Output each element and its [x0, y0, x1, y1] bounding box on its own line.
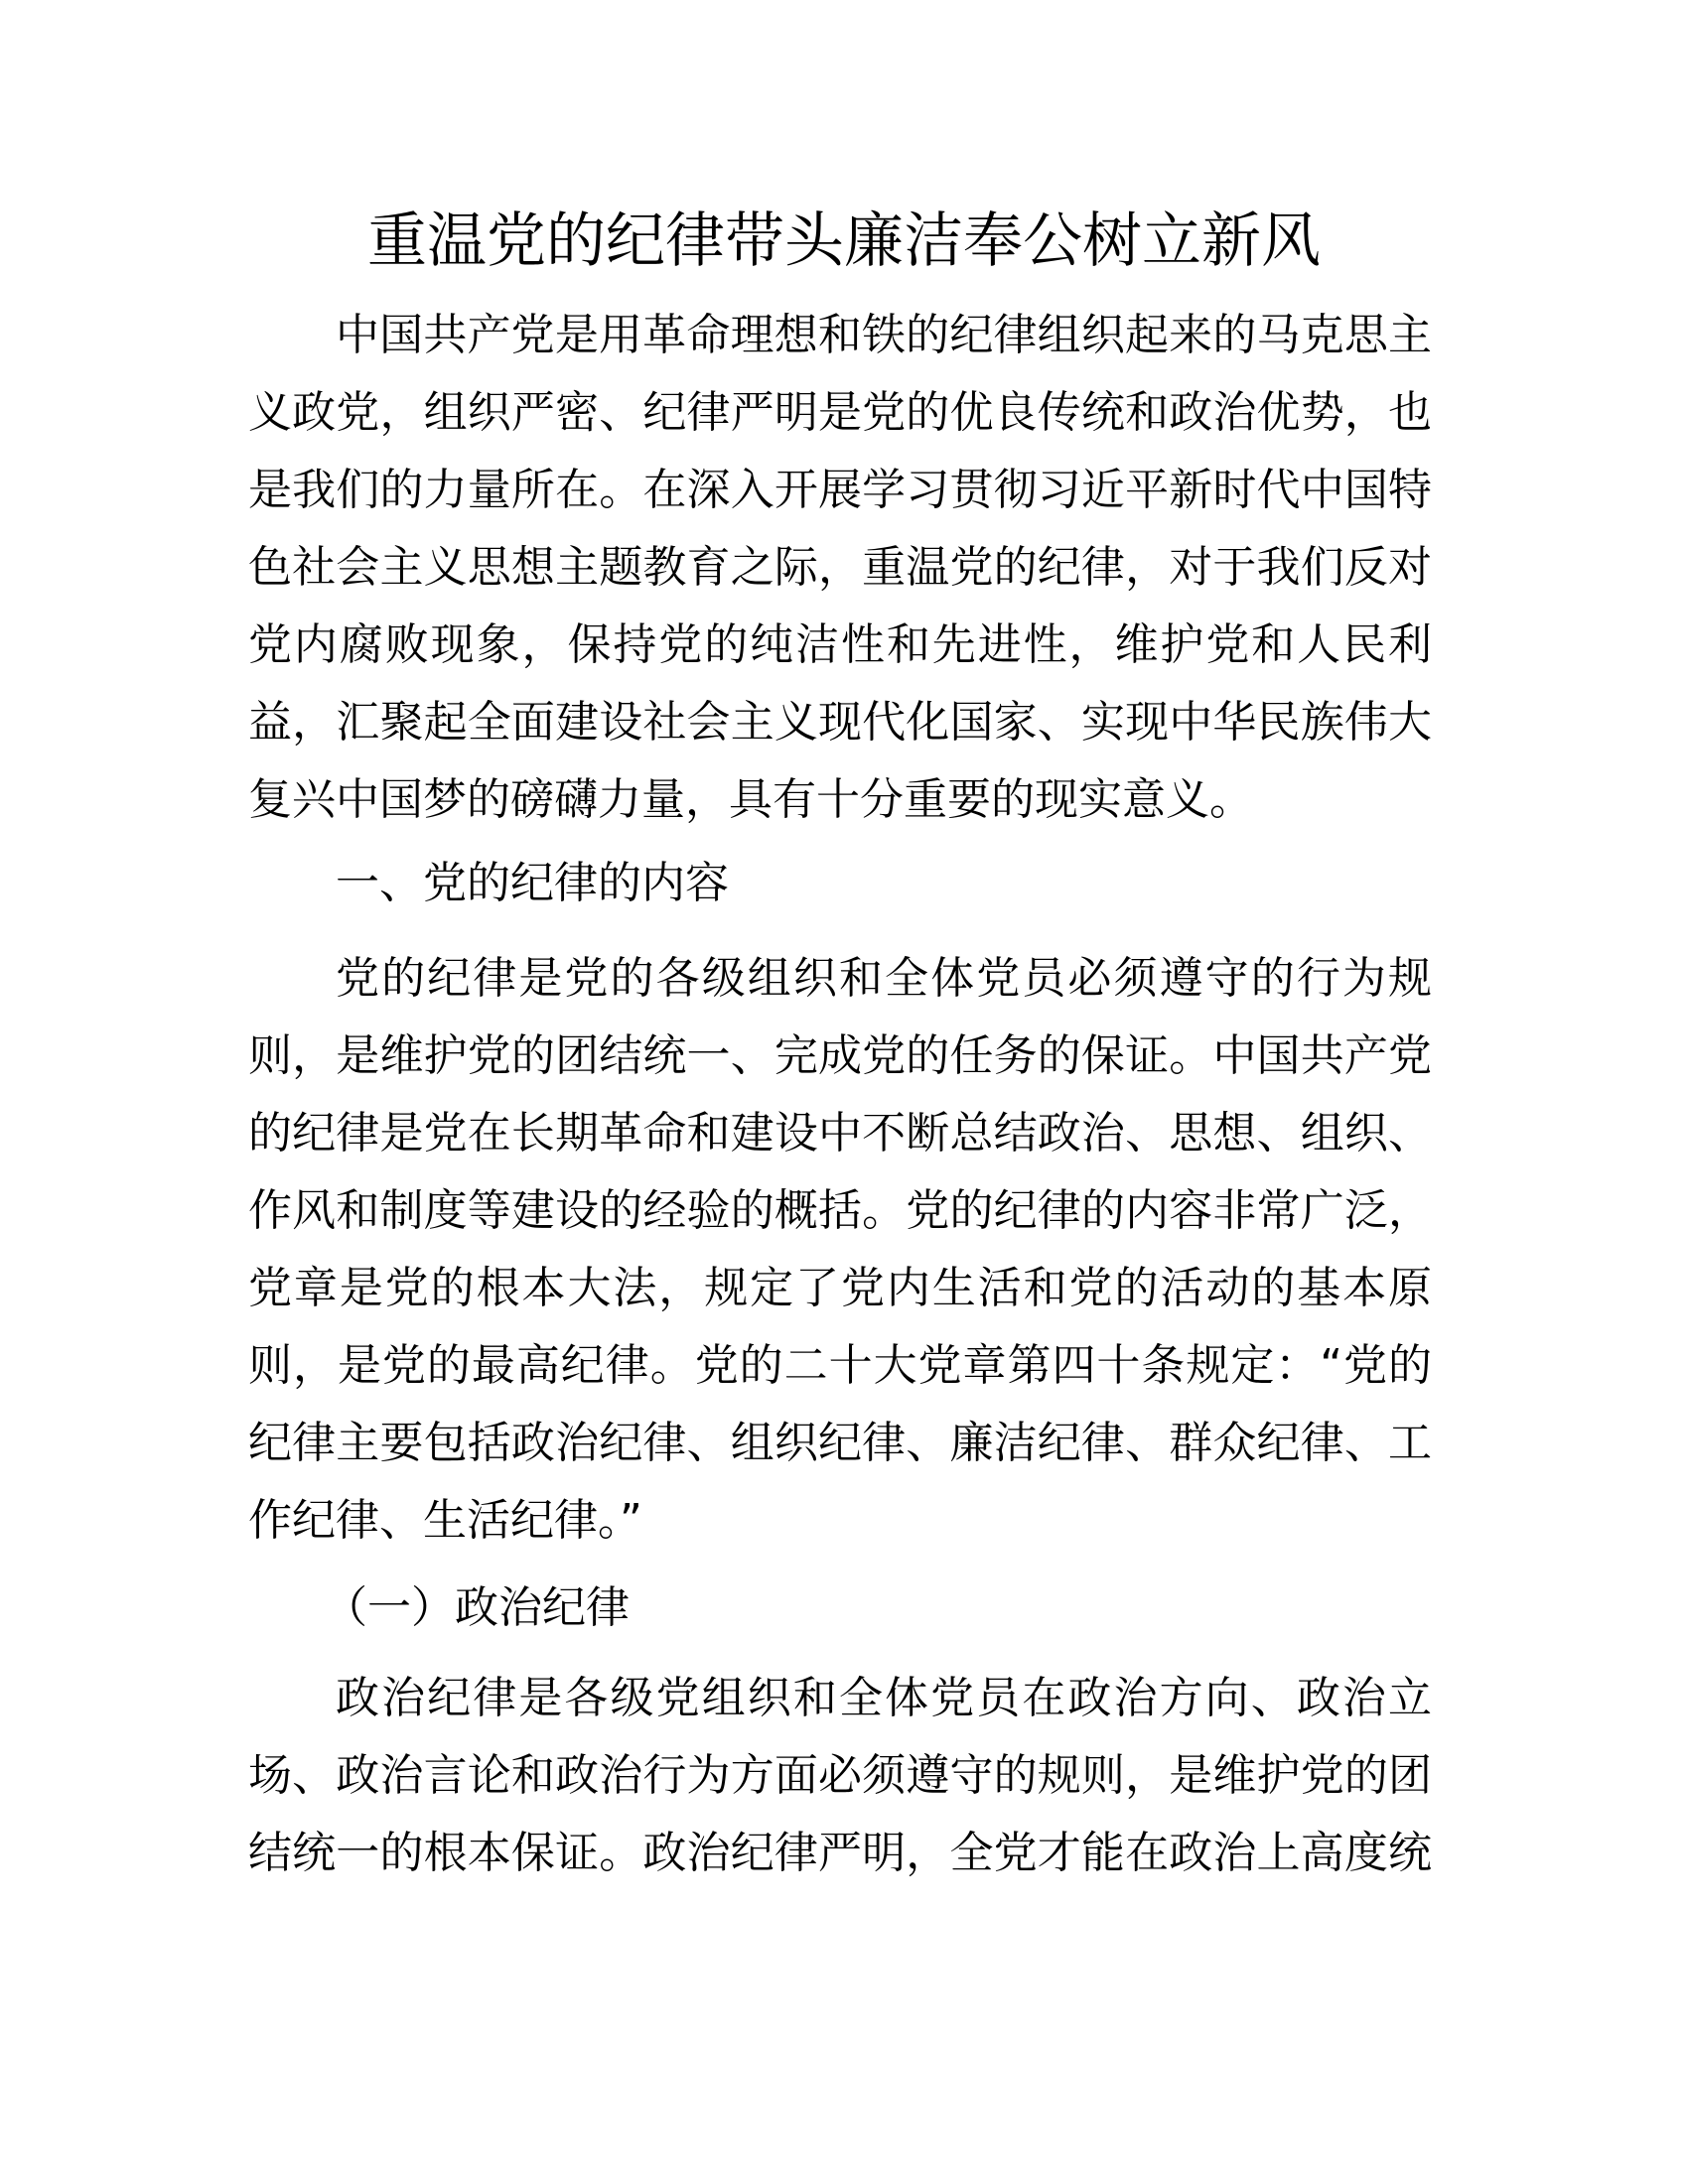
- text-line: 作风和制度等建设的经验的概括。党的纪律的内容非常广泛，: [248, 1185, 1432, 1236]
- text-line: 则，是党的最高纪律。党的二十大党章第四十条规定：“党的: [248, 1340, 1432, 1391]
- text-line: 结统一的根本保证。政治纪律严明，全党才能在政治上高度统: [248, 1828, 1432, 1878]
- subsection-heading: （一）政治纪律: [324, 1582, 630, 1633]
- paragraph-political-discipline: [248, 1660, 1432, 1892]
- text-line: 中国共产党是用革命理想和铁的纪律组织起来的马克思主: [336, 310, 1432, 360]
- text-line: 党内腐败现象，保持党的纯洁性和先进性，维护党和人民利: [248, 619, 1432, 670]
- text-line: 色社会主义思想主题教育之际，重温党的纪律，对于我们反对: [248, 542, 1432, 593]
- text-line: 纪律主要包括政治纪律、组织纪律、廉洁纪律、群众纪律、工: [248, 1418, 1432, 1468]
- text-line: 是我们的力量所在。在深入开展学习贯彻习近平新时代中国特: [248, 465, 1432, 515]
- text-line: 益，汇聚起全面建设社会主义现代化国家、实现中华民族伟大: [248, 697, 1432, 748]
- text-line: 义政党，组织严密、纪律严明是党的优良传统和政治优势，也: [248, 387, 1432, 438]
- text-line: 则，是维护党的团结统一、完成党的任务的保证。中国共产党: [248, 1030, 1432, 1081]
- paragraph-discipline-content: [248, 940, 1432, 1560]
- text-line: 作纪律、生活纪律。”: [248, 1495, 642, 1546]
- paragraph-intro: [248, 297, 1432, 839]
- section-heading: 一、党的纪律的内容: [336, 858, 729, 908]
- text-line: 党的纪律是党的各级组织和全体党员必须遵守的行为规: [336, 953, 1432, 1004]
- text-line: 党章是党的根本大法，规定了党内生活和党的活动的基本原: [248, 1263, 1432, 1313]
- text-line: 的纪律是党在长期革命和建设中不断总结政治、思想、组织、: [248, 1108, 1432, 1159]
- document-title: 重温党的纪律带头廉洁奉公树立新风: [367, 206, 1321, 276]
- text-line: 场、政治言论和政治行为方面必须遵守的规则，是维护党的团: [248, 1750, 1432, 1801]
- text-line: 政治纪律是各级党组织和全体党员在政治方向、政治立: [336, 1673, 1432, 1723]
- text-line: 复兴中国梦的磅礴力量，具有十分重要的现实意义。: [248, 774, 1253, 825]
